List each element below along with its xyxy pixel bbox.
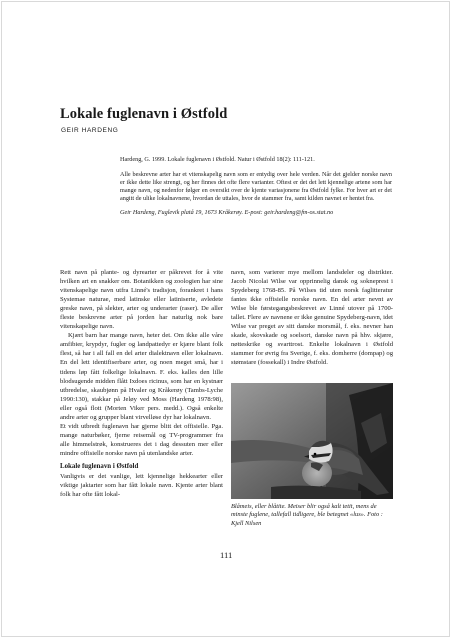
body-column-right (231, 268, 393, 368)
section-heading: Lokale fuglenavn i Østfold (60, 462, 139, 470)
body-paragraph: Et vidt utbredt fuglenavn har gjerne blitt det offisielle. Pga. mange naturbøker, fjerne reisemål og TV-programmer fra alle himmelstrøk, konstrueres det i dag dessuten mer eller mindre offisielle norske navn på utenlandske arter. (60, 422, 223, 457)
abstract-block (120, 156, 392, 222)
author-address: Geir Hardeng, Fuglevik platå 19, 1673 Kråkerøy. E-post: geir.hardeng@fm-os.stat.no (120, 208, 334, 216)
body-paragraph: Kjært barn har mange navn, heter det. Om ikke alle våre amfibier, krypdyr, fugler og landpattedyr er kjære blant folk flest, så har i all fall en del arter dialektnavn eller lokalnavn. En del lett identifiserbare arter, og noen meget små, har i tidens løp fått folkelige lokalnavn. F. eks. kalles den lille blodsugende midden flått Ixdoes ricinus, som har en kystnær utbredelse, skaubjønn på Hvaler og Kråkerøy (Tambs-Lyche 1990:130), stakkar på Jeløy ved Moss (Hardeng 1978:98), eller også flott (Morten Viker pers. medd.). Også enkelte andre arter og grupper blant virvelløse dyr har lokalnavn. (60, 332, 223, 421)
citation: Hardeng, G. 1999. Lokale fuglenavn i Østfold. Natur i Østfold 18(2): 111-121. (120, 156, 315, 163)
photo-caption: Blåmeis, eller blåtite. Meiser blir også kalt tetit, mens de minste fuglene, tallefall tidligere, ble betegnet «lus». Foto : Kjell Nilsen (231, 503, 383, 527)
blue-tit-photo (231, 383, 393, 499)
page-number: 111 (220, 550, 233, 560)
body-paragraph: Rett navn på plante- og dyrearter er påkrevet for å vite hvilken art en snakker om. Botanikken og zoologien har sine vitenskapelige navn utfra Linné's tradisjon, forankret i hans Systemae naturae, med latinske eller latiniserte, avledete greske navn, på slekter, arter og underarter (raser). De aller fleste beskrevne arter på jorden har naturlig nok bare vitenskapelige navn. (60, 269, 223, 331)
body-column-left (60, 268, 223, 499)
abstract-summary: Alle beskrevne arter har et vitenskapelig navn som er entydig over hele verden. Når det gjelder norske navn er ikke dette like strengt, og her finnes det ofte flere varianter. Oftest er det det lett kjennelige artene som har mange navn, og nedenfor følger en oversikt over de kjente variasjonene fra Østfold fylke. For hver art er det angitt de ulike lokalnavnene, hvordan de uttales, hvor de stammer fra, samt kilden navnet er hentet fra. (120, 170, 392, 202)
body-paragraph: navn, som varierer mye mellom landsdeler og distrikter. Jacob Nicolai Wilse var opprinnelig dansk og sokneprest i Spydeberg 1768-85. På Wilses tid uten norsk faglitteratur fantes ikke offisielle norske navn. En del arter nevnt av Wilse ble førstegangsbeskrevet av Linné utover på 1700-tallet. Flere av navnene er ikke genuine Spydeberg-navn, idet Wilse var preget av sitt danske morsmål, f. eks. nevner han skade, skovskade og soelsort, danske navn på hhv. skjære, nøtteskrike og svarttrost. Enkelte lokalnavn i Østfold stammer for øvrig fra Sverige, f. eks. domherre (dompap) og stømstare (fossekall) i Indre Østfold. (231, 269, 393, 367)
body-paragraph: Vanligvis er det vanlige, lett kjennelige hekkearter eller viktige jaktarter som har fått lokale navn. Kjente arter blant folk har ofte fått lokal- (60, 473, 223, 499)
article-title: Lokale fuglenavn i Østfold (60, 106, 228, 122)
article-author: GEIR HARDENG (61, 127, 119, 134)
